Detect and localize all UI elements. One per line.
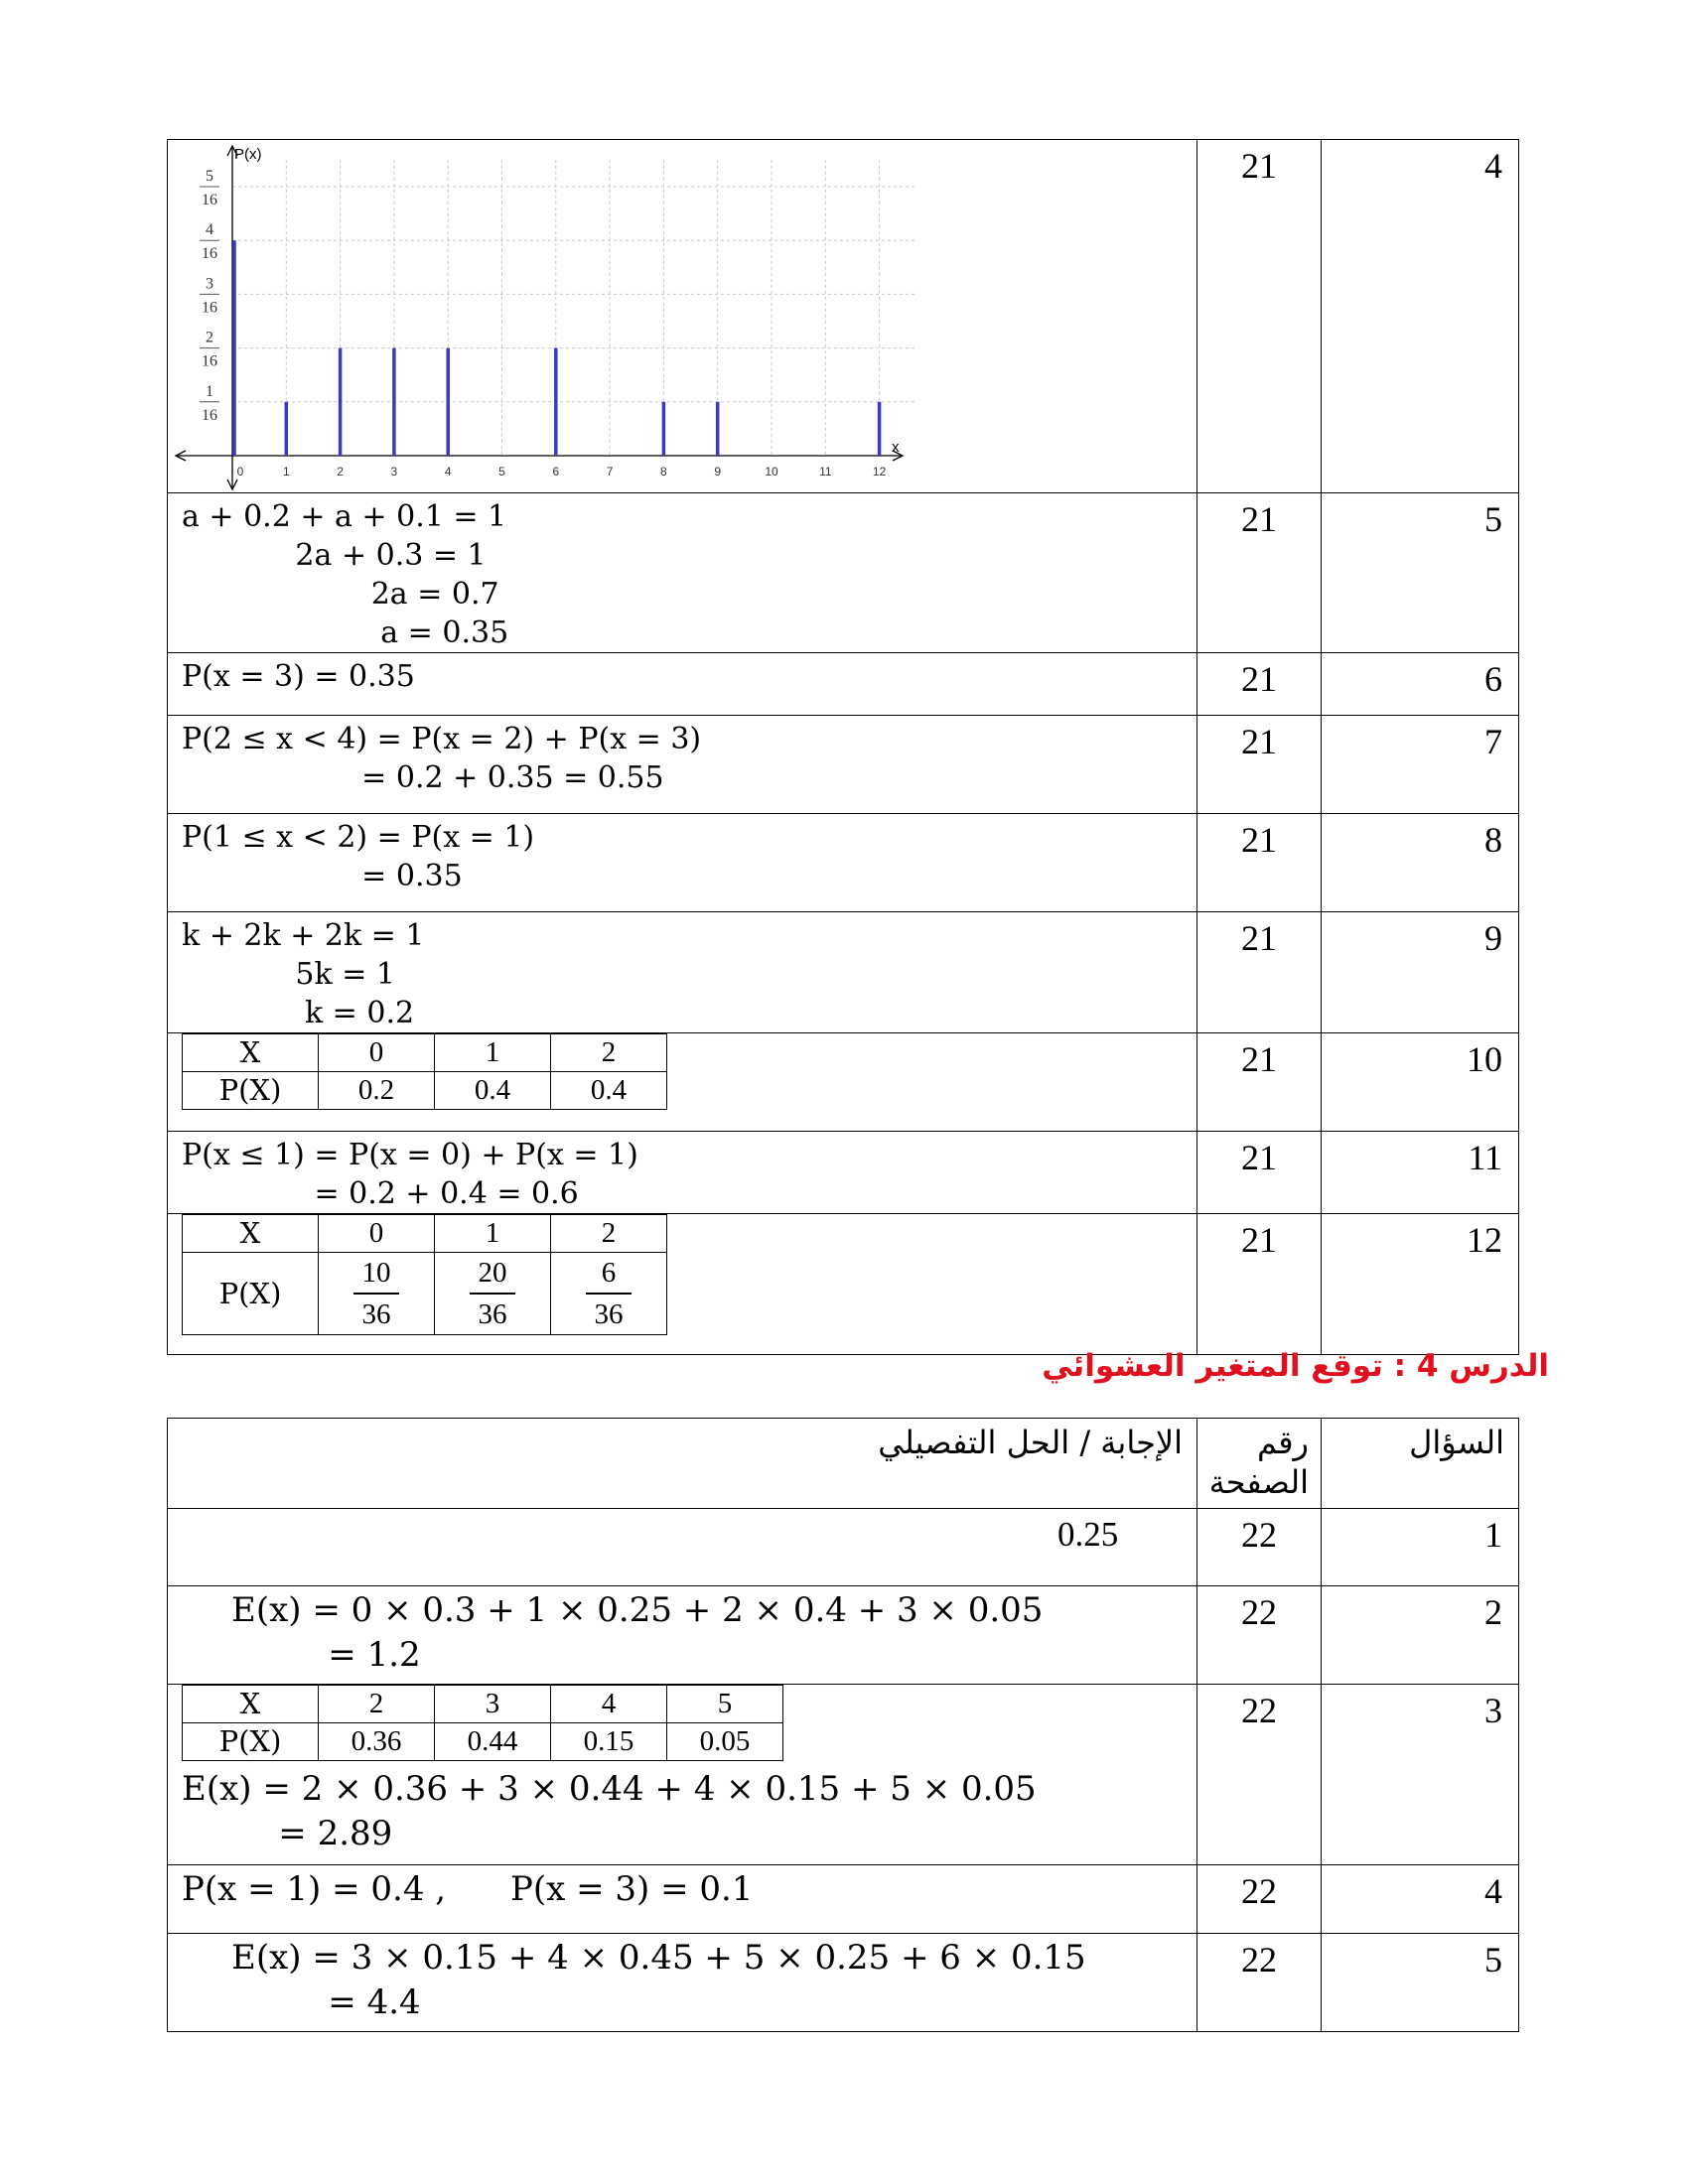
y-tick-numerator: 4 — [206, 221, 213, 239]
header-cell: 4 — [551, 1686, 667, 1723]
header-cell: 2 — [551, 1215, 667, 1253]
solution-line: E(x) = 2 × 0.36 + 3 × 0.44 + 4 × 0.15 + 5 × 0.05 — [182, 1769, 1037, 1809]
solution-line: P(x ≤ 1) = P(x = 0) + P(x = 1) — [182, 1138, 638, 1172]
solution-line: a = 0.35 — [182, 615, 509, 650]
distribution-table — [182, 1214, 667, 1335]
solution-line: 5k = 1 — [182, 957, 395, 992]
page-number: 22 — [1241, 1691, 1277, 1730]
question-number: 6 — [1484, 659, 1502, 699]
header-cell: X — [183, 1686, 319, 1723]
solution-line: 2a + 0.3 = 1 — [182, 538, 487, 573]
question-column-header: السؤال — [1409, 1424, 1504, 1461]
table-row — [168, 1865, 1519, 1934]
table-row — [168, 493, 1519, 653]
value-cell — [551, 1253, 667, 1335]
table-row — [168, 1509, 1519, 1586]
y-tick-numerator: 5 — [206, 168, 213, 185]
page-number: 21 — [1241, 146, 1277, 186]
solution-line: = 4.4 — [231, 1982, 421, 2022]
x-tick-label: 0 — [236, 465, 244, 478]
table-row — [168, 653, 1519, 716]
solution-line: a + 0.2 + a + 0.1 = 1 — [182, 499, 507, 534]
probability-bar-chart — [168, 140, 922, 492]
answers-table-lesson-4 — [167, 1418, 1519, 2032]
x-tick-label: 11 — [819, 465, 832, 478]
solution-line: = 2.89 — [182, 1814, 393, 1853]
question-number: 2 — [1484, 1592, 1502, 1632]
question-number: 3 — [1484, 1691, 1502, 1730]
answer-value: 0.25 — [1057, 1515, 1119, 1554]
fraction: $\frac{10}{36}$ — [353, 1253, 399, 1334]
distribution-table — [182, 1685, 783, 1761]
solution-line: P(2 ≤ x < 4) = P(x = 2) + P(x = 3) — [182, 722, 702, 756]
solution-line: 2a = 0.7 — [182, 577, 499, 612]
question-number: 4 — [1484, 1871, 1502, 1911]
page-number: 21 — [1241, 918, 1277, 958]
y-tick-numerator: 3 — [206, 275, 213, 293]
fraction: $\frac{20}{36}$ — [470, 1253, 515, 1334]
table-row — [168, 1033, 1519, 1132]
page-column-header: رقم الصفحة — [1208, 1424, 1309, 1501]
page-number: 22 — [1241, 1515, 1277, 1555]
value-cell: 0.15 — [551, 1723, 667, 1761]
value-cell: 0.4 — [435, 1072, 551, 1110]
header-cell: X — [183, 1034, 319, 1072]
x-tick-label: 6 — [552, 465, 560, 478]
x-axis-label: x — [892, 439, 900, 456]
x-tick-label: 2 — [337, 465, 344, 478]
value-cell — [435, 1253, 551, 1335]
page-number: 21 — [1241, 722, 1277, 761]
distribution-table — [182, 1033, 667, 1110]
table-row — [168, 1214, 1519, 1355]
lesson-title: الدرس 4 : توقع المتغير العشوائي — [1042, 1348, 1549, 1384]
answer-column-header: الإجابة / الحل التفصيلي — [878, 1424, 1183, 1461]
header-cell: X — [183, 1215, 319, 1253]
value-cell: 0.36 — [319, 1723, 435, 1761]
y-tick-denominator: 16 — [202, 352, 217, 370]
question-number: 7 — [1484, 722, 1502, 761]
header-cell: 0 — [319, 1215, 435, 1253]
solution-line: k = 0.2 — [182, 996, 415, 1030]
page-number: 21 — [1241, 1039, 1277, 1079]
value-cell: 0.44 — [435, 1723, 551, 1761]
answers-table-lesson-3 — [167, 139, 1519, 1355]
answer-cell — [168, 140, 1197, 493]
solution-line: P(x = 3) = 0.35 — [182, 659, 415, 694]
y-axis-label: P(x) — [234, 146, 262, 163]
header-cell: 1 — [435, 1215, 551, 1253]
y-tick-numerator: 2 — [206, 329, 213, 346]
header-cell: 2 — [319, 1686, 435, 1723]
value-cell: 0.4 — [551, 1072, 667, 1110]
table-row — [168, 1132, 1519, 1214]
page-number: 21 — [1241, 1138, 1277, 1177]
y-tick-denominator: 16 — [202, 245, 217, 263]
y-tick-denominator: 16 — [202, 406, 217, 424]
question-number: 8 — [1484, 820, 1502, 860]
x-tick-label: 8 — [660, 465, 667, 478]
solution-line: P(1 ≤ x < 2) = P(x = 1) — [182, 820, 535, 855]
table-row — [168, 1685, 1519, 1865]
value-cell: 0.2 — [319, 1072, 435, 1110]
x-tick-label: 3 — [390, 465, 398, 478]
page-number: 21 — [1241, 820, 1277, 860]
y-tick-numerator: 1 — [206, 382, 213, 400]
page-number: 22 — [1241, 1871, 1277, 1911]
value-cell: P(X) — [183, 1253, 319, 1335]
question-number: 12 — [1467, 1220, 1502, 1260]
question-number: 5 — [1484, 499, 1502, 539]
x-tick-label: 7 — [606, 465, 614, 478]
solution-line: k + 2k + 2k = 1 — [182, 918, 425, 953]
table-header-row — [168, 1419, 1519, 1509]
page-number: 21 — [1241, 499, 1277, 539]
page-number: 21 — [1241, 1220, 1277, 1260]
fraction: $\frac{6}{36}$ — [586, 1253, 632, 1334]
question-number: 4 — [1484, 146, 1502, 186]
solution-line: = 0.2 + 0.4 = 0.6 — [182, 1176, 579, 1211]
x-tick-label: 10 — [765, 465, 778, 478]
question-number: 11 — [1468, 1138, 1502, 1177]
solution-line: E(x) = 3 × 0.15 + 4 × 0.45 + 5 × 0.25 + 6 × 0.15 — [231, 1938, 1086, 1978]
solution-line: = 0.35 — [182, 859, 463, 893]
x-tick-label: 4 — [444, 465, 452, 478]
value-cell: P(X) — [183, 1072, 319, 1110]
solution-line: = 1.2 — [231, 1635, 421, 1675]
table-row — [168, 140, 1519, 493]
header-cell: 1 — [435, 1034, 551, 1072]
table-row — [168, 1934, 1519, 2032]
value-cell — [319, 1253, 435, 1335]
x-tick-label: 1 — [282, 465, 290, 478]
table-row — [168, 814, 1519, 912]
solution-line: P(x = 1) = 0.4 , P(x = 3) = 0.1 — [182, 1869, 754, 1909]
x-tick-label: 12 — [872, 465, 887, 478]
x-tick-label: 9 — [714, 465, 722, 478]
table-row — [168, 716, 1519, 814]
header-cell: 3 — [435, 1686, 551, 1723]
x-tick-label: 5 — [498, 465, 505, 478]
question-number: 9 — [1484, 918, 1502, 958]
header-cell: 2 — [551, 1034, 667, 1072]
question-number: 1 — [1484, 1515, 1502, 1555]
table-row — [168, 912, 1519, 1033]
y-tick-denominator: 16 — [202, 192, 217, 208]
table-row — [168, 1586, 1519, 1685]
page-number: 22 — [1241, 1940, 1277, 1979]
y-tick-denominator: 16 — [202, 299, 217, 317]
value-cell: P(X) — [183, 1723, 319, 1761]
question-number: 5 — [1484, 1940, 1502, 1979]
question-number: 10 — [1467, 1039, 1502, 1079]
page-number: 22 — [1241, 1592, 1277, 1632]
value-cell: 0.05 — [667, 1723, 783, 1761]
header-cell: 0 — [319, 1034, 435, 1072]
solution-line: E(x) = 0 × 0.3 + 1 × 0.25 + 2 × 0.4 + 3 × 0.05 — [231, 1590, 1044, 1630]
header-cell: 5 — [667, 1686, 783, 1723]
page-number: 21 — [1241, 659, 1277, 699]
solution-line: = 0.2 + 0.35 = 0.55 — [182, 760, 664, 795]
